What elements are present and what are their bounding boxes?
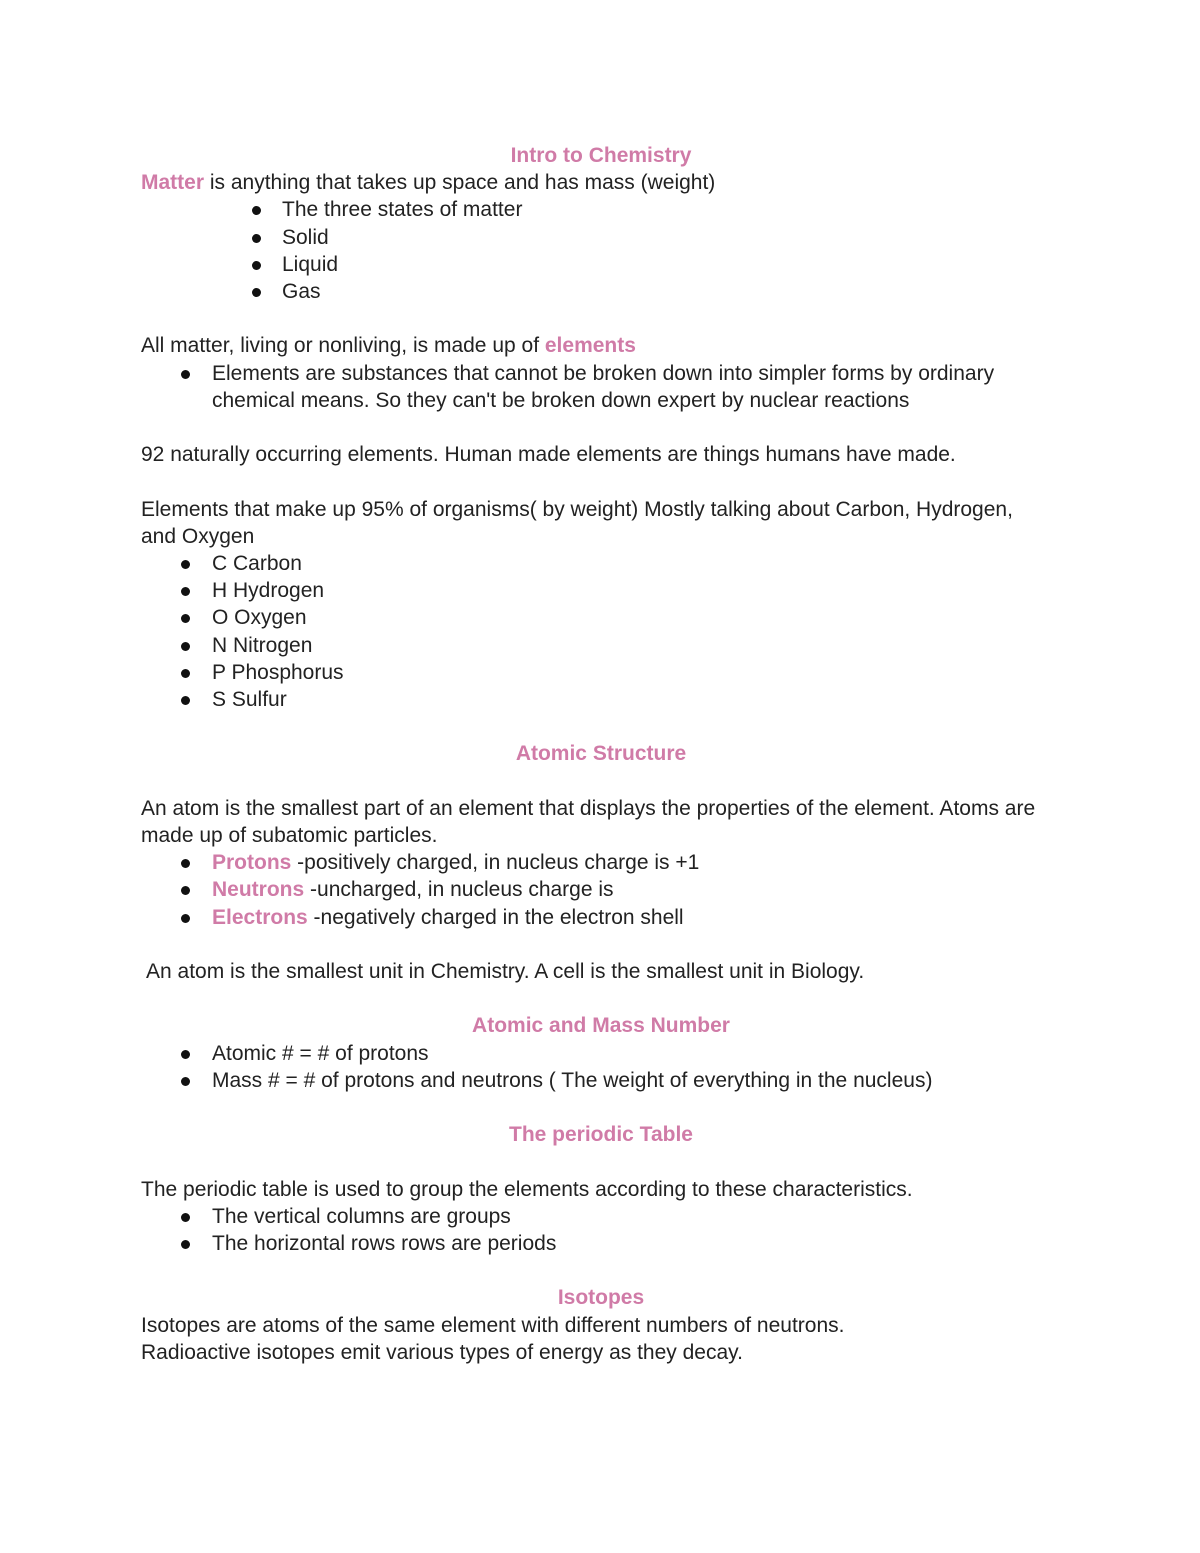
particle-term: Neutrons: [212, 878, 305, 902]
list-item: The horizontal rows rows are periods: [141, 1230, 1061, 1257]
particle-term: Electrons: [212, 905, 308, 929]
list-item: O Oxygen: [141, 604, 1061, 631]
periodic-list: [141, 1203, 1061, 1257]
list-item: S Sulfur: [141, 686, 1061, 713]
list-item: Liquid: [141, 251, 1061, 278]
particles-list: [141, 849, 1061, 931]
spacer: [141, 1257, 1061, 1284]
elements-intro: [141, 332, 1061, 359]
heading-intro: Intro to Chemistry: [510, 144, 692, 167]
list-item: N Nitrogen: [141, 632, 1061, 659]
organisms-list: [141, 550, 1061, 713]
heading-atomic-structure: Atomic Structure: [515, 742, 687, 766]
elements-term: elements: [544, 334, 636, 358]
atom-unit: An atom is the smallest unit in Chemistry. A cell is the smallest unit in Biology.: [146, 960, 865, 983]
isotopes-line: Radioactive isotopes emit various types of energy as they decay.: [141, 1340, 743, 1364]
list-item: Gas: [141, 278, 1061, 305]
list-item: [141, 876, 1061, 903]
particle-desc: -uncharged, in nucleus charge is: [304, 878, 614, 902]
periodic-text: The periodic table is used to group the elements according to these characteristics.: [141, 1177, 913, 1201]
spacer: [141, 305, 1061, 332]
heading-periodic: The periodic Table: [509, 1123, 693, 1147]
particle-desc: -negatively charged in the electron shell: [307, 905, 684, 929]
matter-definition: [141, 169, 1061, 196]
document-body: [141, 142, 1061, 1366]
list-item: Solid: [141, 224, 1061, 251]
matter-definition-text: is anything that takes up space and has mass (weight): [204, 171, 716, 195]
spacer: [141, 468, 1061, 495]
organisms-text: Elements that make up 95% of organisms( by weight) Mostly talking about Carbon, Hydrogen, and Oxygen: [141, 497, 1013, 548]
list-item: [141, 904, 1061, 931]
spacer: [141, 1094, 1061, 1121]
list-item: C Carbon: [141, 550, 1061, 577]
spacer: [141, 931, 1061, 958]
particle-term: Protons: [212, 851, 292, 875]
matter-term: Matter: [141, 171, 205, 195]
heading-atomic-mass: Atomic and Mass Number: [472, 1014, 730, 1038]
states-list: [141, 196, 1061, 305]
elements-list: [141, 360, 1061, 414]
list-item: The vertical columns are groups: [141, 1203, 1061, 1230]
list-item: [141, 849, 1061, 876]
list-item: The three states of matter: [141, 196, 1061, 223]
numbers-list: [141, 1040, 1061, 1094]
spacer: [141, 414, 1061, 441]
list-item: H Hydrogen: [141, 577, 1061, 604]
particle-desc: -positively charged, in nucleus charge is +1: [291, 851, 700, 875]
elements-lead: All matter, living or nonliving, is made up of: [141, 334, 545, 358]
list-item: Elements are substances that cannot be broken down into simpler forms by ordinary chemical means. So they can't be broken down expert by nuclear reactions: [141, 360, 1061, 414]
atom-intro: An atom is the smallest part of an element that displays the properties of the element. Atoms are made up of subatomic particles.: [141, 796, 1036, 847]
spacer: [141, 985, 1061, 1012]
list-item: Mass # = # of protons and neutrons ( The weight of everything in the nucleus): [141, 1067, 1061, 1094]
isotopes-line: Isotopes are atoms of the same element with different numbers of neutrons.: [141, 1313, 845, 1337]
spacer: [141, 1148, 1061, 1175]
list-item: Atomic # = # of protons: [141, 1040, 1061, 1067]
spacer: [141, 768, 1061, 795]
list-item: P Phosphorus: [141, 659, 1061, 686]
spacer: [141, 713, 1061, 740]
heading-isotopes: Isotopes: [557, 1286, 645, 1310]
natural-elements: 92 naturally occurring elements. Human made elements are things humans have made.: [141, 443, 956, 467]
